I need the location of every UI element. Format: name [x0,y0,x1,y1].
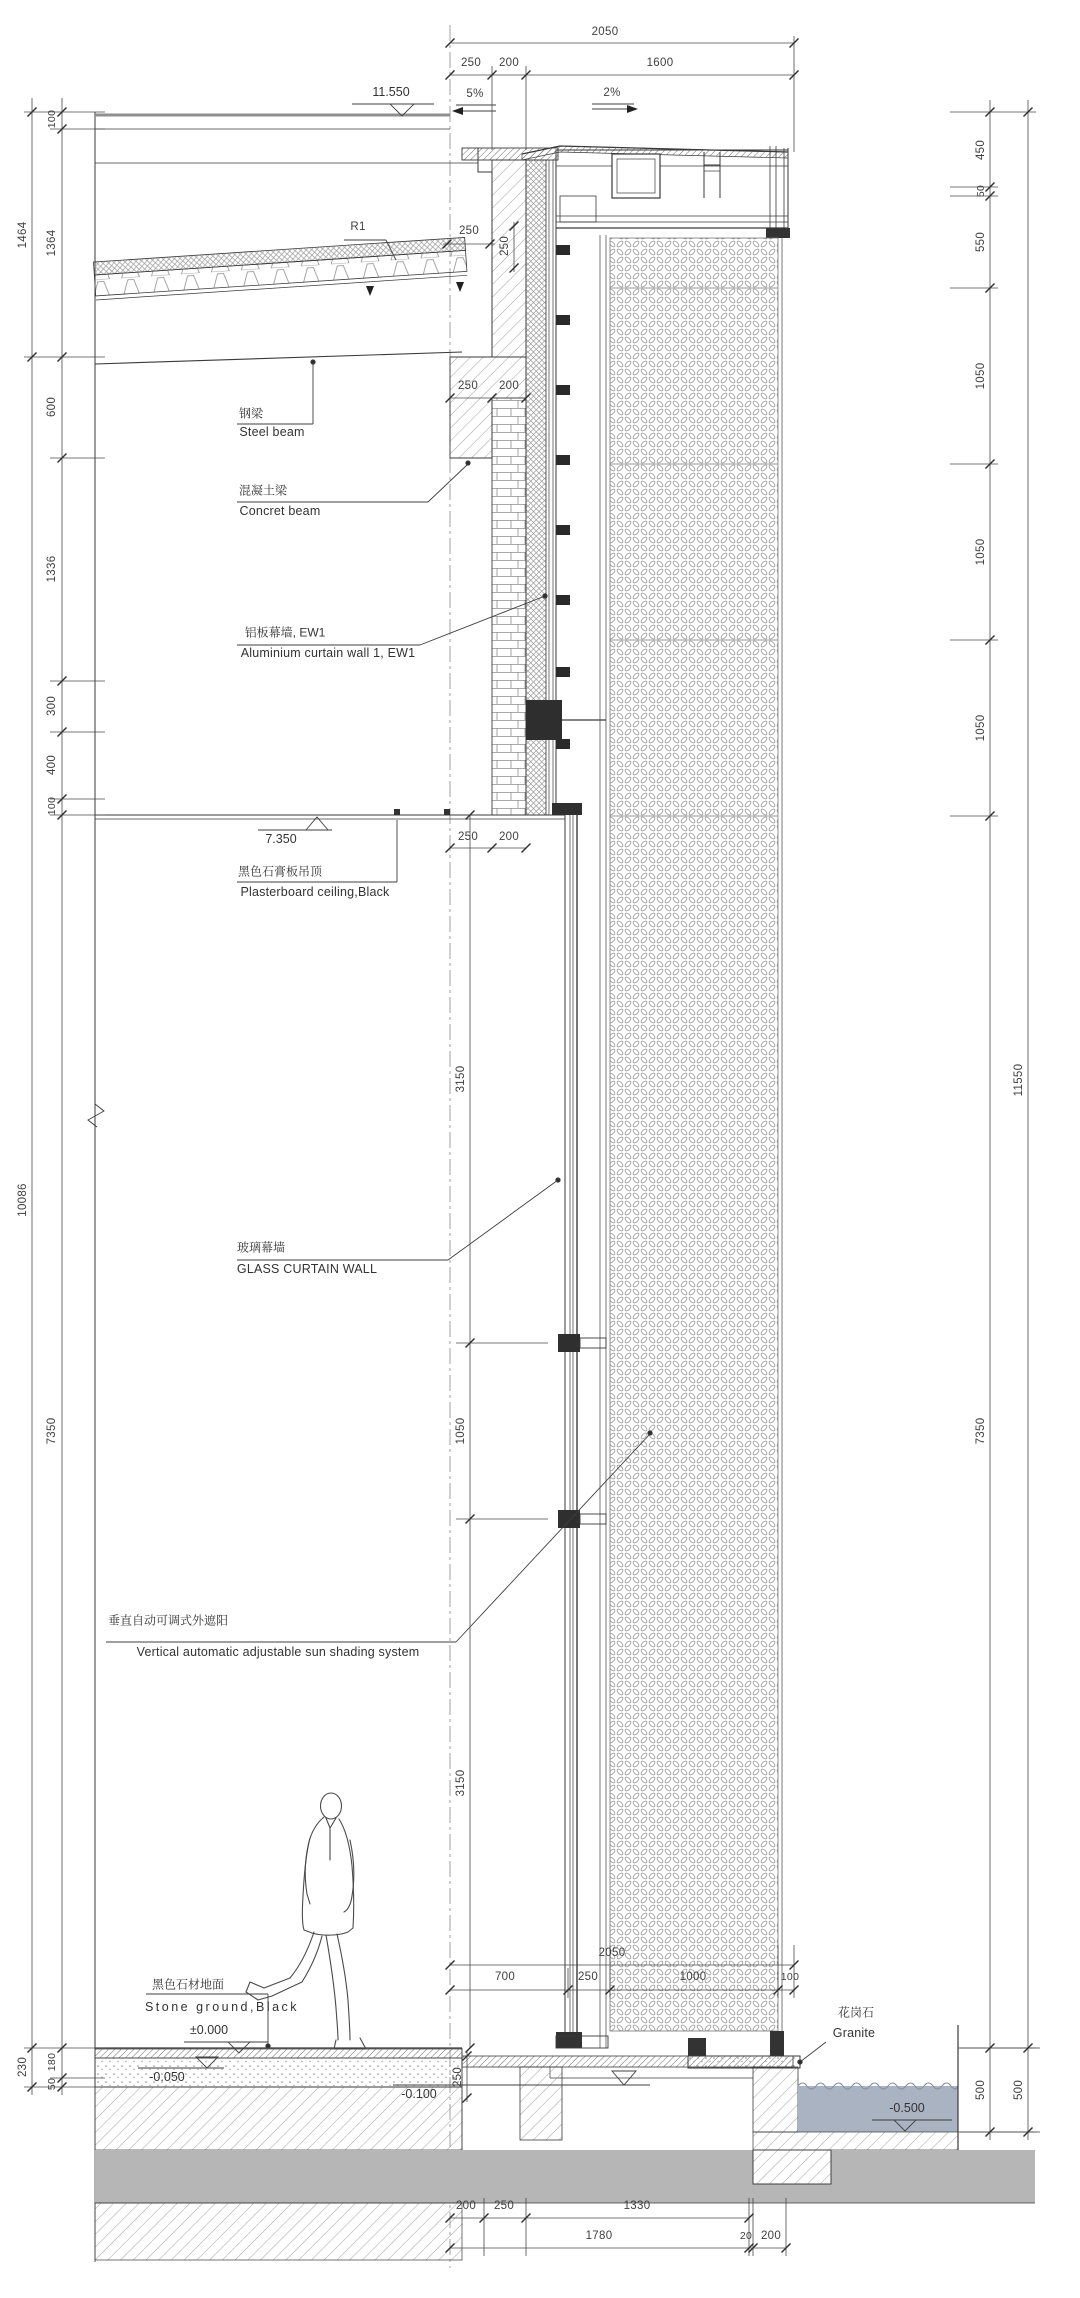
perforated-screen [600,235,784,2056]
dim-left-1364: 1364 [46,229,58,257]
dim-left-230: 230 [17,2056,29,2078]
dim-wall-upper-250: 250 [457,380,479,392]
dim-right-550: 550 [975,231,987,253]
slope-left: 5% [466,88,484,100]
dim-left-1336: 1336 [46,555,58,583]
level-water: -0.500 [889,2101,925,2115]
dim-right-11550: 11550 [1013,1063,1025,1097]
level-roof: 11.550 [372,85,410,99]
transom-bracket [558,1334,606,1352]
label-steel-beam-cn: 钢梁 [238,406,264,421]
dim-top-total: 2050 [591,26,619,38]
dim-footer-1780: 1780 [585,2230,613,2242]
label-steel-beam-en: Steel beam [239,425,305,439]
label-glass-wall-en: GLASS CURTAIN WALL [236,1262,378,1276]
dim-right-1050c: 1050 [975,714,987,742]
dim-left-10086: 10086 [17,1183,29,1217]
dim-wall-upper-200: 200 [498,380,520,392]
dim-left-100b: 100 [46,796,58,816]
label-ceiling-cn: 黑色石膏板吊顶 [237,864,323,879]
dim-left-100a: 100 [46,109,58,129]
label-concrete-beam-cn: 混凝土梁 [238,483,288,498]
label-aluminium-wall-en: Aluminium curtain wall 1, EW1 [240,646,416,660]
dim-left-1464: 1464 [17,221,29,249]
wall-parapet [450,148,606,815]
dim-bottom-1000: 1000 [679,1971,707,1983]
dim-base-step: 250 [452,2066,464,2088]
dim-footer-250: 250 [493,2200,515,2212]
dim-left-7350: 7350 [46,1417,58,1445]
label-glass-wall-cn: 玻璃幕墙 [236,1240,286,1255]
dim-wall-lower-250: 250 [457,831,479,843]
dim-footer-20: 20 [739,2230,753,2242]
label-aluminium-wall-cn: 铝板幕墙, EW1 [244,625,326,640]
label-sun-shading-cn: 垂直自动可调式外遮阳 [107,1613,229,1628]
dim-left-400: 400 [46,754,58,776]
dim-wall-lower-200: 200 [498,831,520,843]
label-sun-shading-en: Vertical automatic adjustable sun shading system [136,1645,420,1659]
level-paving: -0.050 [149,2070,185,2084]
dim-bottom-250: 250 [577,1971,599,1983]
dim-left-300: 300 [46,695,58,717]
level-ceiling: 7.350 [265,832,297,846]
dim-right-1050a: 1050 [975,362,987,390]
level-trench: -0.100 [401,2087,437,2101]
dim-right-50: 50 [975,184,987,198]
dim-right-450: 450 [975,139,987,161]
dim-footer-1330: 1330 [623,2200,651,2212]
dim-parapet-height: 250 [499,235,511,257]
dim-footer-200b: 200 [760,2230,782,2242]
dim-top-1600: 1600 [646,57,674,69]
label-stone-ground-cn: 黑色石材地面 [151,1977,225,1992]
dim-footer-200: 200 [455,2200,477,2212]
dim-left-180: 180 [46,2052,58,2072]
dim-left-600: 600 [46,396,58,418]
dim-right-500-outer: 500 [1013,2079,1025,2101]
dim-top-250: 250 [460,57,482,69]
label-ceiling-en: Plasterboard ceiling,Black [240,885,390,899]
label-granite-cn: 花岗石 [837,2005,875,2020]
dim-glazing-3150b: 3150 [455,1769,467,1797]
dim-right-500-inner: 500 [975,2079,987,2101]
dim-glazing-1050: 1050 [455,1417,467,1445]
label-stone-ground-en: Stone ground,Black [144,2000,300,2014]
roof-deck [93,237,467,300]
dim-glazing-3150a: 3150 [455,1065,467,1093]
label-granite-en: Granite [832,2026,876,2040]
dim-right-7350: 7350 [975,1417,987,1445]
slope-right: 2% [603,87,621,99]
fixing-brackets [556,245,570,749]
label-roof-type: R1 [350,221,366,233]
dim-bottom-700: 700 [494,1971,516,1983]
canopy [522,146,790,238]
dim-top-200: 200 [498,57,520,69]
level-ground: ±0.000 [189,2023,229,2037]
dim-left-50: 50 [46,2077,58,2091]
label-concrete-beam-en: Concret beam [239,504,321,518]
dim-bottom-total: 2050 [598,1947,626,1959]
dim-bottom-100: 100 [780,1971,800,1983]
dim-parapet-width: 250 [458,225,480,237]
dim-right-1050b: 1050 [975,538,987,566]
